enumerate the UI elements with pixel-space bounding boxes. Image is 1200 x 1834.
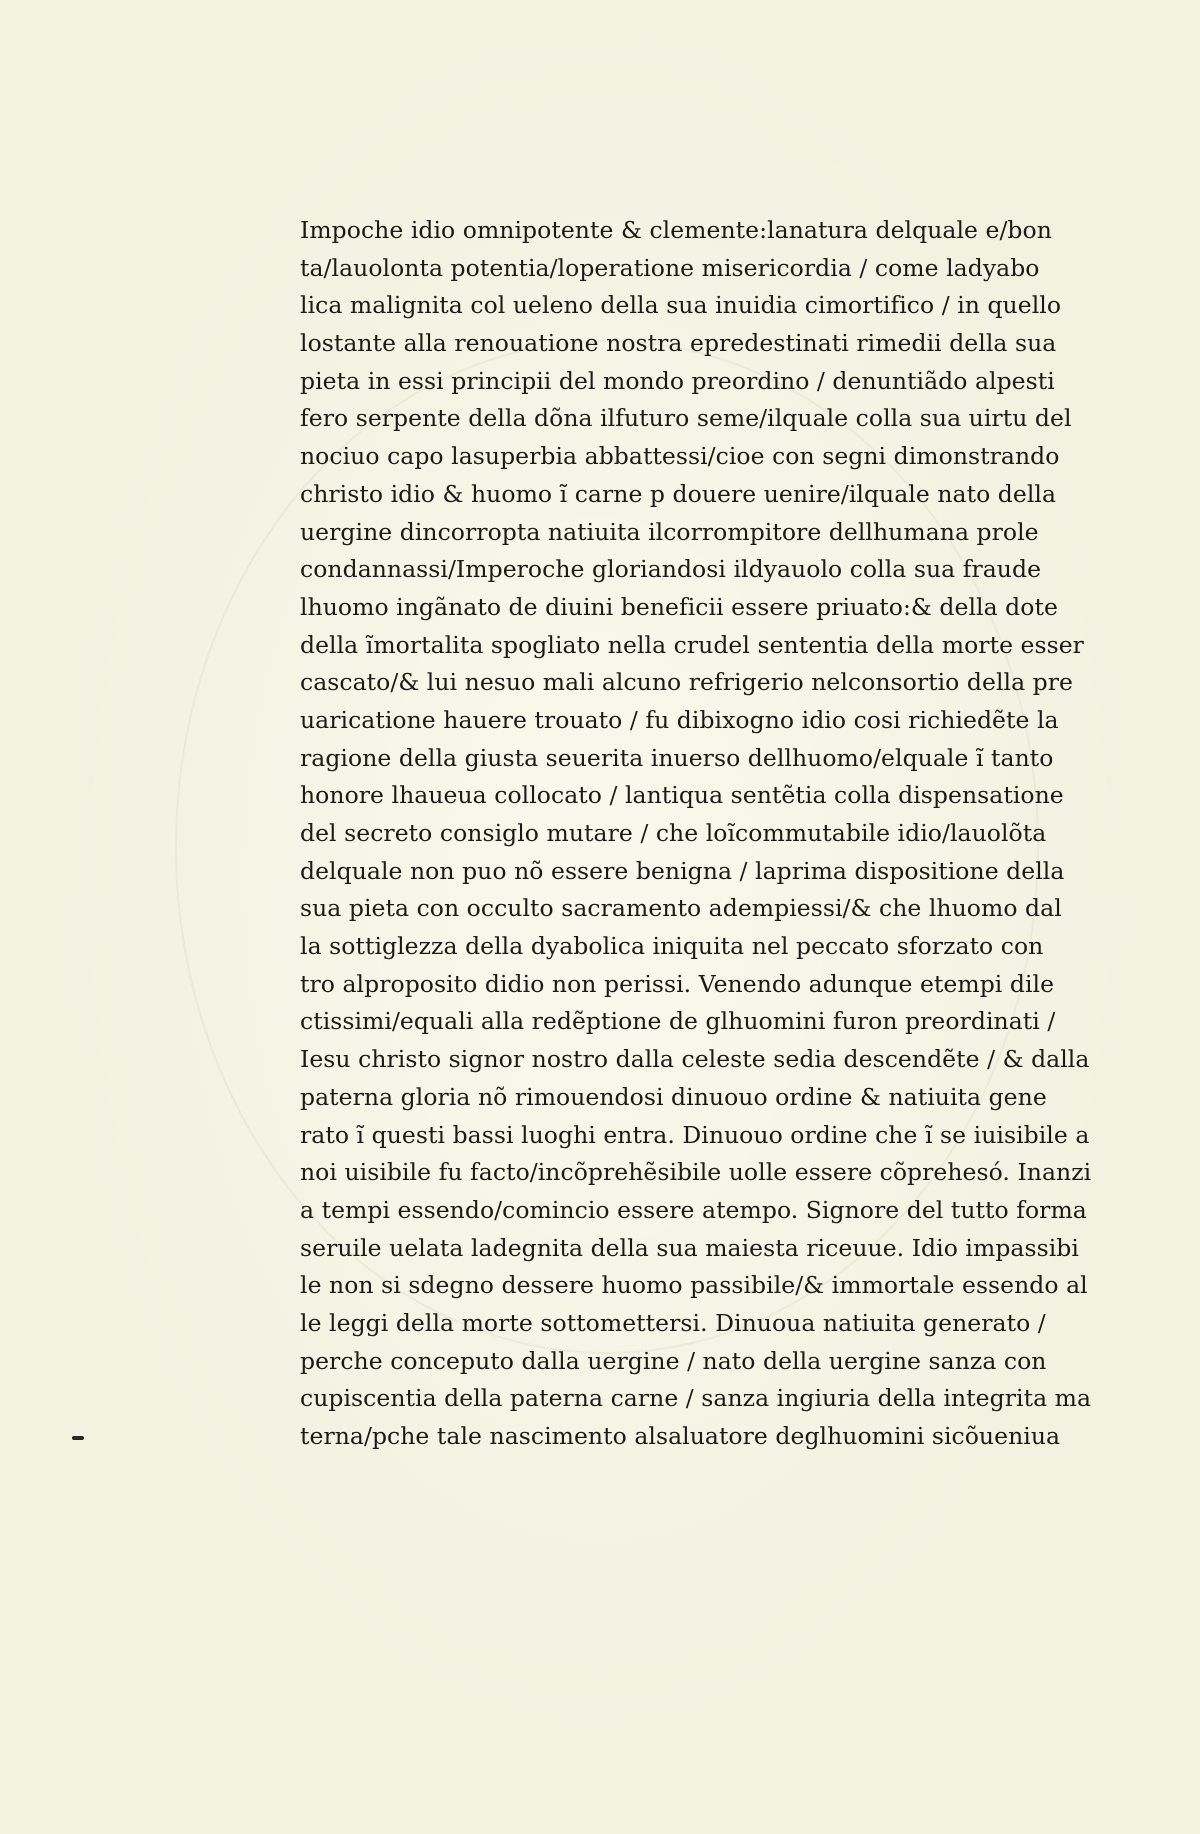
- text-line: lica malignita col ueleno della sua inuidia cimortifico / in quello: [300, 291, 1062, 320]
- text-line: la sottiglezza della dyabolica iniquita nel peccato sforzato con: [300, 932, 1044, 961]
- text-line: cupiscentia della paterna carne / sanza ingiuria della integrita ma: [300, 1384, 1092, 1413]
- text-line: perche conceputo dalla uergine / nato della uergine sanza con: [300, 1346, 1047, 1375]
- text-line: terna/pche tale nascimento alsaluatore deglhuomini sicõueniua: [300, 1422, 1061, 1450]
- text-line: ctissimi/equali alla redẽptione de glhuomini furon preordinati /: [300, 1007, 1056, 1036]
- text-block: [300, 212, 1140, 1456]
- text-line: fero serpente della dõna ilfuturo seme/ilquale colla sua uirtu del: [300, 404, 1072, 433]
- text-line: cascato/& lui nesuo mali alcuno refrigerio nelconsortio della pre: [300, 668, 1073, 697]
- text-line: rato ĩ questi bassi luoghi entra. Dinuouo ordine che ĩ se iuisibile a: [300, 1120, 1090, 1149]
- text-line: noi uisibile fu facto/incõprehẽsibile uolle essere cõprehesó. Inanzi: [300, 1158, 1092, 1187]
- text-line: ragione della giusta seuerita inuerso dellhuomo/elquale ĩ tanto: [300, 743, 1054, 772]
- text-line: uergine dincorropta natiuita ilcorrompitore dellhumana prole: [300, 517, 1039, 546]
- text-line: lostante alla renouatione nostra epredestinati rimedii della sua: [300, 329, 1057, 358]
- text-line: pieta in essi principii del mondo preordino / denuntiãdo alpesti: [300, 366, 1055, 395]
- text-line: sua pieta con occulto sacramento adempiessi/& che lhuomo dal: [300, 894, 1062, 923]
- text-line: nociuo capo lasuperbia abbattessi/cioe con segni dimonstrando: [300, 442, 1060, 471]
- text-line: della ĩmortalita spogliato nella crudel sententia della morte esser: [300, 630, 1084, 659]
- text-line: seruile uelata ladegnita della sua maiesta riceuue. Idio impassibi: [300, 1233, 1079, 1262]
- text-line: paterna gloria nõ rimouendosi dinuouo ordine & natiuita gene: [300, 1082, 1047, 1111]
- text-line: christo idio & huomo ĩ carne p douere uenire/ilquale nato della: [300, 479, 1057, 508]
- text-line: Impoche idio omnipotente & clemente:lanatura delquale e/bon: [300, 216, 1052, 244]
- text-line: honore lhaueua collocato / lantiqua sentẽtia colla dispensatione: [300, 781, 1064, 810]
- text-line: a tempi essendo/comincio essere atempo. Signore del tutto forma: [300, 1195, 1087, 1224]
- text-line: uaricatione hauere trouato / fu dibixogno idio cosi richiedẽte la: [300, 705, 1059, 734]
- text-line: le leggi della morte sottomettersi. Dinuoua natiuita generato /: [300, 1308, 1046, 1337]
- margin-mark: [72, 1436, 84, 1440]
- text-line: del secreto consiglo mutare / che loĩcommutabile idio/lauolõta: [300, 819, 1047, 847]
- text-line: lhuomo ingãnato de diuini beneficii essere priuato:& della dote: [300, 592, 1058, 621]
- text-line: Iesu christo signor nostro dalla celeste sedia descendẽte / & dalla: [300, 1045, 1090, 1074]
- text-line: ta/lauolonta potentia/loperatione misericordia / come ladyabo: [300, 253, 1040, 282]
- text-line: delquale non puo nõ essere benigna / laprima dispositione della: [300, 856, 1065, 885]
- text-line: condannassi/Imperoche gloriandosi ildyauolo colla sua fraude: [300, 555, 1042, 584]
- text-line: tro alproposito didio non perissi. Venendo adunque etempi dile: [300, 969, 1055, 998]
- text-line: le non si sdegno dessere huomo passibile/& immortale essendo al: [300, 1271, 1088, 1300]
